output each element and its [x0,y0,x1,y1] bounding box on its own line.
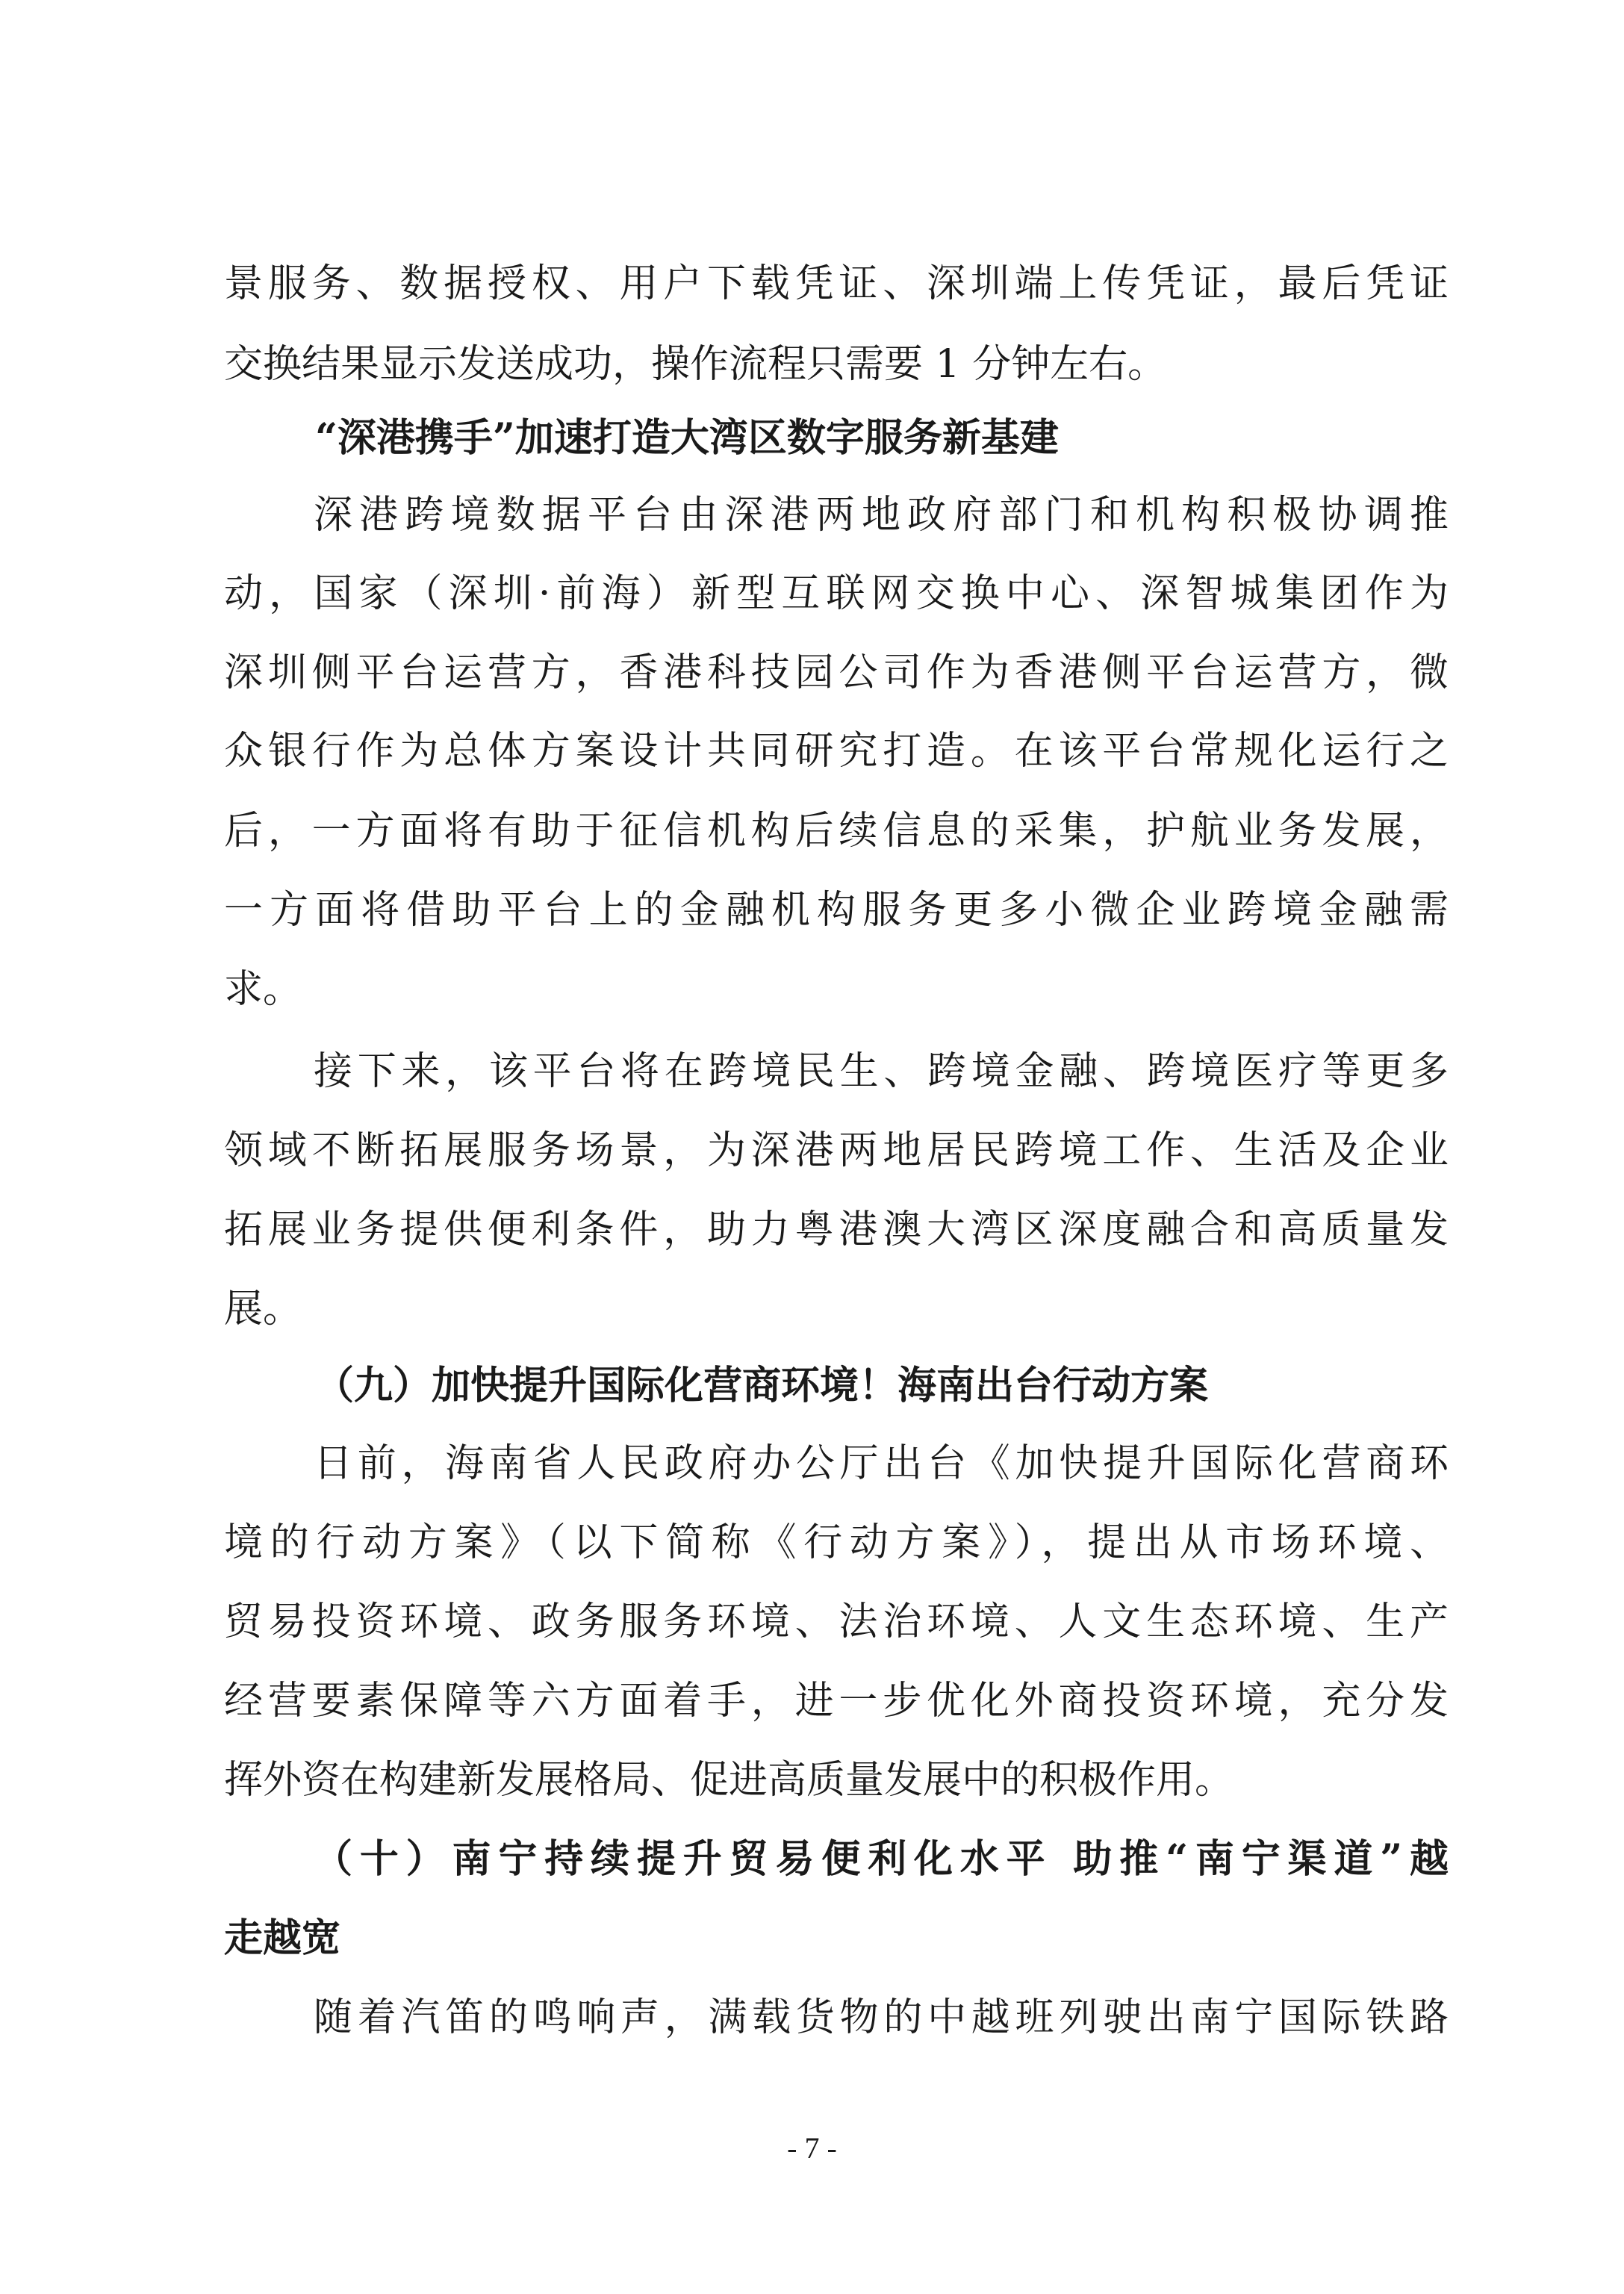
body-text-line: 经营要素保障等六方面着手，进一步优化外商投资环境，充分发 [224,1679,1449,1723]
body-text-line: 深港跨境数据平台由深港两地政府部门和机构积极协调推 [314,493,1449,538]
body-text-line: 日前，海南省人民政府办公厅出台《加快提升国际化营商环 [314,1441,1449,1486]
body-text-line: 拓展业务提供便利条件，助力粤港澳大湾区深度融合和高质量发 [224,1207,1449,1252]
body-text-line: 动，国家（深圳·前海）新型互联网交换中心、深智城集团作为 [224,571,1449,616]
body-text-line: 接下来，该平台将在跨境民生、跨境金融、跨境医疗等更多 [314,1049,1449,1094]
body-text-line: 众银行作为总体方案设计共同研究打造。在该平台常规化运行之 [224,729,1449,774]
section-heading: “深港携手”加速打造大湾区数字服务新基建 [315,415,1059,461]
body-text-line: 景服务、数据授权、用户下载凭证、深圳端上传凭证，最后凭证 [224,261,1449,306]
body-text-line: 挥外资在构建新发展格局、促进高质量发展中的积极作用。 [224,1758,1234,1803]
body-text-line: 求。 [224,967,302,1012]
section-heading: （十）南宁持续提升贸易便利化水平 助推“南宁渠道”越 [314,1836,1449,1882]
body-text-line: 领域不断拓展服务场景，为深港两地居民跨境工作、生活及企业 [224,1128,1449,1173]
body-text-line: 深圳侧平台运营方，香港科技园公司作为香港侧平台运营方，微 [224,650,1449,695]
body-text-line: 后，一方面将有助于征信机构后续信息的采集，护航业务发展， [224,809,1449,854]
section-heading: 走越宽 [224,1915,341,1961]
body-text-line: 展。 [224,1287,302,1331]
body-text-line: 交换结果显示发送成功，操作流程只需要 1 分钟左右。 [224,342,1167,387]
page-number: - 7 - [787,2131,837,2165]
section-heading: （九）加快提升国际化营商环境！海南出台行动方案 [315,1363,1209,1408]
body-text-line: 一方面将借助平台上的金融机构服务更多小微企业跨境金融需 [224,888,1449,933]
body-text-line: 随着汽笛的鸣响声，满载货物的中越班列驶出南宁国际铁路 [314,1995,1449,2040]
body-text-line: 贸易投资环境、政务服务环境、法治环境、人文生态环境、生产 [224,1600,1449,1644]
body-text-line: 境的行动方案》（以下简称《行动方案》），提出从市场环境、 [224,1520,1449,1565]
